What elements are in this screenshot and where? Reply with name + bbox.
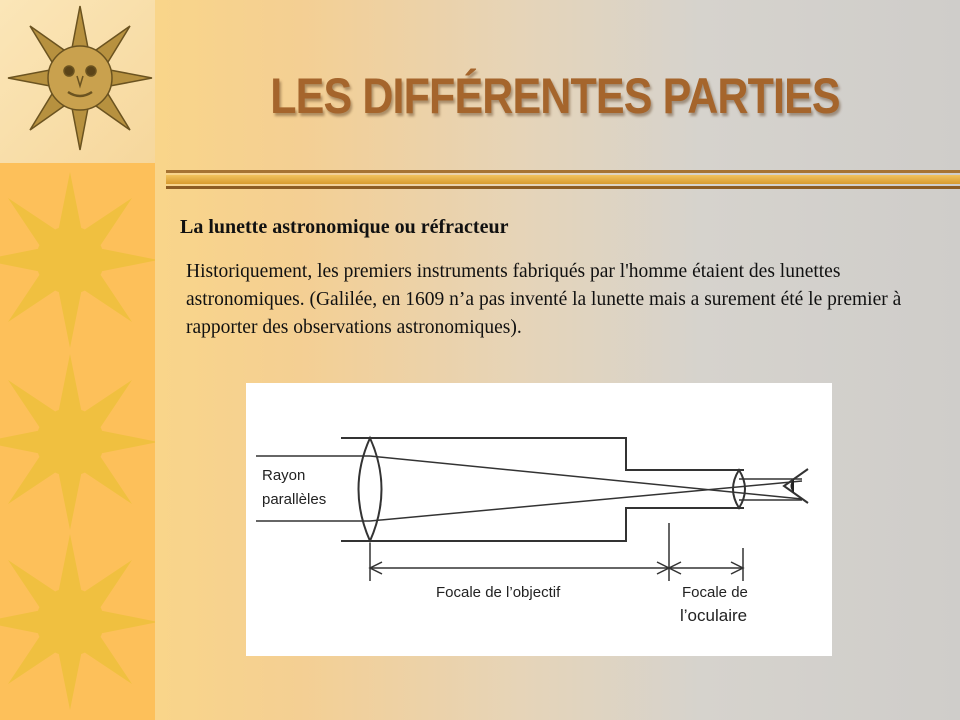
diagram-label-eyepiece: Focale de xyxy=(682,584,748,601)
title-divider xyxy=(166,170,960,173)
slide-title: LES DIFFÉRENTES PARTIES xyxy=(270,68,840,124)
sun-icon xyxy=(0,170,155,350)
tube-outline xyxy=(341,508,744,541)
diagram-label-objective: Focale de l’objectif xyxy=(436,584,561,601)
telescope-diagram xyxy=(246,383,832,656)
objective-lens xyxy=(359,438,382,541)
sidebar-strip xyxy=(0,0,155,720)
diagram-label-eyepiece: l’oculaire xyxy=(680,606,748,625)
sun-icon xyxy=(0,352,155,532)
eyepiece-lens xyxy=(733,470,745,508)
tube-outline xyxy=(341,438,744,470)
title-divider xyxy=(166,175,960,184)
title-divider xyxy=(166,186,960,189)
sun-icon xyxy=(0,532,155,712)
slide-body-text: Historiquement, les premiers instruments fabriqués par l'homme étaient des lunettes astronomiques. (Galilée, en 1609 n’a pas inventé la lunette mais a surement été le premier à rapporter des observations astronomiques). xyxy=(186,261,902,338)
slide-subtitle: La lunette astronomique ou réfracteur xyxy=(180,216,509,238)
sun-face-emblem xyxy=(0,0,155,163)
diagram-label-rays: parallèles xyxy=(262,491,327,508)
diagram-label-rays: Rayon xyxy=(262,467,306,484)
